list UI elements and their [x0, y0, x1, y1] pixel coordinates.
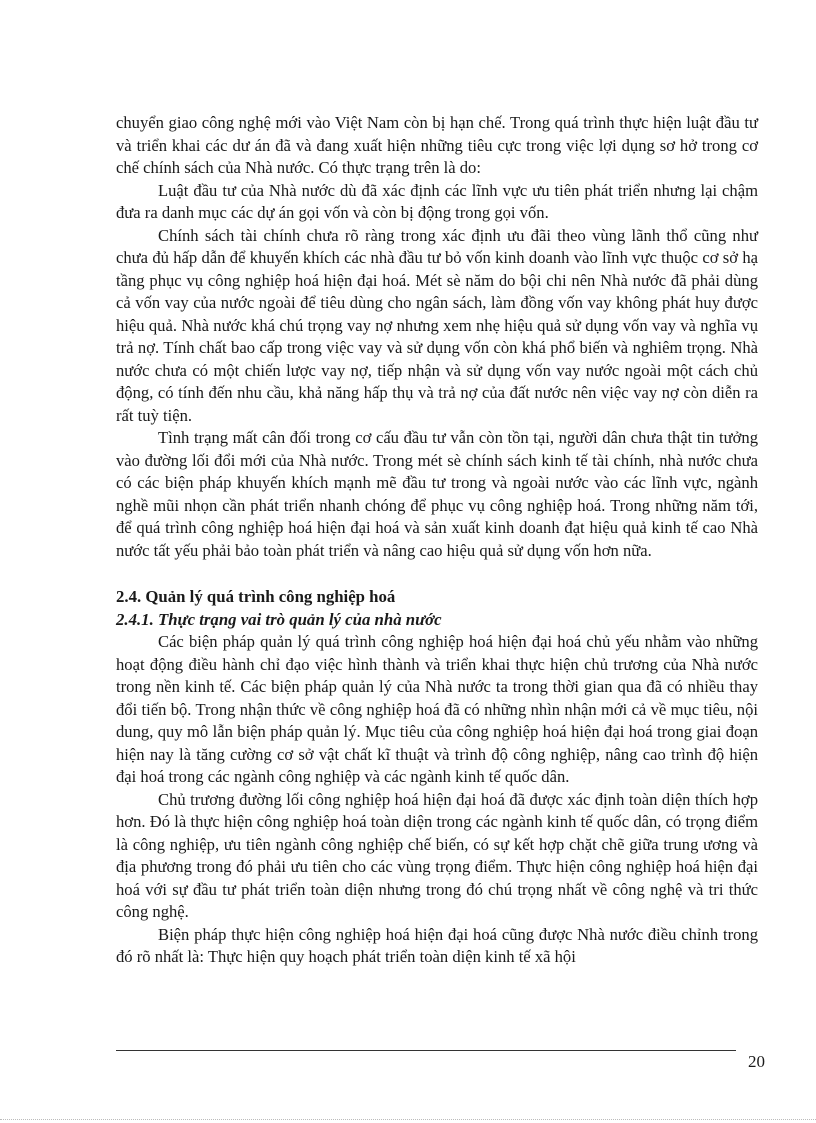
paragraph-3: Chính sách tài chính chưa rõ ràng trong xác định ưu đãi theo vùng lãnh thổ cũng như chưa đủ hấp dẫn để khuyến khích các nhà đầu tư bỏ vốn kinh doanh vào lĩnh vực thuộc cơ sở hạ tầng phục vụ công nghiệp hoá hiện đại hoá. Mét sè năm do bội chi nên Nhà nước đã phải dùng cả vốn vay của nước ngoài để tiêu dùng cho ngân sách, làm đồng vốn vay không phát huy được hiệu quả. Nhà nước khá chú trọng vay nợ nhưng xem nhẹ hiệu quả sử dụng vốn vay và nghĩa vụ trả nợ. Tính chất bao cấp trong việc vay và sử dụng vốn còn khá phổ biến và nghiêm trọng. Nhà nước chưa có một chiến lược vay nợ, tiếp nhận và sử dụng vốn vay nước ngoài một cách chủ động, có tính đến nhu cầu, khả năng hấp thụ và trả nợ của đất nước nên việc vay nợ còn diễn ra rất tuỳ tiện. [116, 225, 758, 425]
paragraph-2: Luật đầu tư của Nhà nước dù đã xác định các lĩnh vực ưu tiên phát triển nhưng lại chậm đưa ra danh mục các dự án gọi vốn và còn bị động trong gọi vốn. [116, 180, 758, 222]
paragraph-5: Các biện pháp quản lý quá trình công nghiệp hoá hiện đại hoá chủ yếu nhằm vào những hoạt động điều hành chỉ đạo việc hình thành và triển khai thực hiện chủ trương của Nhà nước trong nền kinh tế. Các biện pháp quản lý của Nhà nước ta trong thời gian qua đã có nhiều thay đổi tiến bộ. Trong nhận thức về công nghiệp hoá đã có những nhìn nhận mới cả về mục tiêu, nội dung, quy mô lẫn biện pháp quản lý. Mục tiêu của công nghiệp hoá hiện đại hoá trong giai đoạn hiện nay là tăng cường cơ sở vật chất kĩ thuật và trình độ công nghiệp, nâng cao trình độ hiện đại hoá trong các ngành công nghiệp và các ngành kinh tế quốc dân. [116, 632, 758, 786]
section-gap [116, 562, 758, 586]
paragraph-7: Biện pháp thực hiện công nghiệp hoá hiện đại hoá cũng được Nhà nước điều chỉnh trong đó rõ nhất là: Thực hiện quy hoạch phát triển toàn diện kinh tế xã hội [116, 924, 758, 966]
body-text [116, 112, 758, 969]
paragraph-6: Chủ trương đường lối công nghiệp hoá hiện đại hoá đã được xác định toàn diện thích hợp hơn. Đó là thực hiện công nghiệp hoá toàn diện trong các ngành kinh tế quốc dân, có trọng điểm là công nghiệp, ưu tiên ngành công nghiệp chế biến, có sự kết hợp chặt chẽ giữa trung ương và địa phương trong đó phải ưu tiên cho các vùng trọng điểm. Thực hiện công nghiệp hoá hiện đại hoá với sự đầu tư phát triển toàn diện nhưng trong đó chú trọng nhất về công nghệ và tri thức công nghệ. [116, 789, 758, 921]
paragraph-4: Tình trạng mất cân đối trong cơ cấu đầu tư vẫn còn tồn tại, người dân chưa thật tin tưởng vào đường lối đổi mới của Nhà nước. Trong mét sè chính sách kinh tế tài chính, nhà nước chưa có các biện pháp khuyến khích mạnh mẽ đầu tư trong và ngoài nước vào các lĩnh vực, ngành nghề mũi nhọn cần phát triển nhanh chóng để phục vụ công nghiệp hoá. Trong những năm tới, để quá trình công nghiệp hoá hiện đại hoá và sản xuất kinh doanh đạt hiệu quả kinh tế cao Nhà nước tất yếu phải bảo toàn phát triển và nâng cao hiệu quả sử dụng vốn hơn nữa. [116, 428, 758, 560]
section-heading: 2.4. Quản lý quá trình công nghiệp hoá [116, 587, 396, 606]
paragraph-1: chuyển giao công nghệ mới vào Việt Nam còn bị hạn chế. Trong quá trình thực hiện luật đầu tư và triển khai các dư án đã và đang xuất hiện những tiêu cực trong việc lợi dụng sơ hở trong cơ chế chính sách của Nhà nước. Có thực trạng trên là do: [116, 113, 758, 177]
page-edge-dotted-line [0, 1119, 816, 1120]
subsection-heading: 2.4.1. Thực trạng vai trò quản lý của nhà nước [116, 609, 442, 629]
footer-divider [116, 1050, 736, 1051]
page-number: 20 [748, 1052, 765, 1071]
